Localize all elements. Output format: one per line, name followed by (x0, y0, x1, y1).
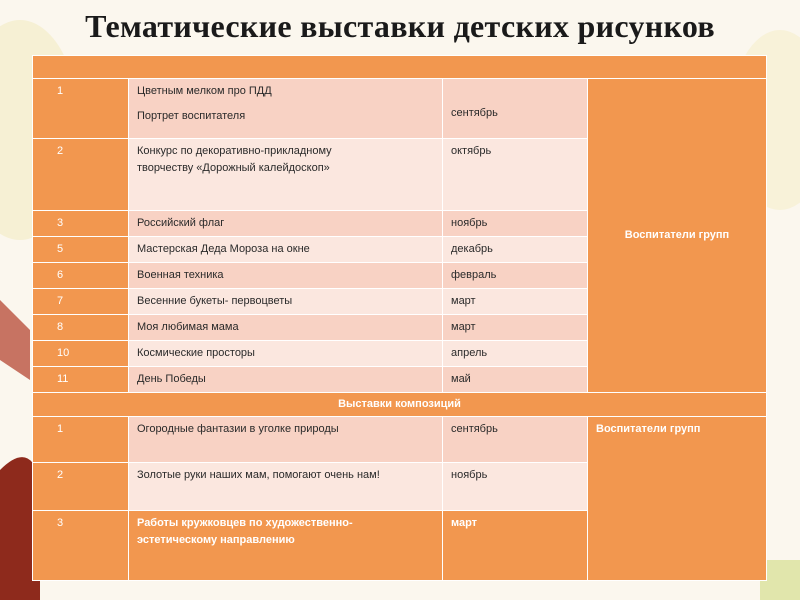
section-title: Выставки композиций (33, 393, 767, 417)
month-cell: октябрь (443, 139, 588, 211)
section-row (33, 393, 767, 417)
month-cell: декабрь (443, 237, 588, 263)
month-cell: март (443, 511, 588, 581)
event-cell: Золотые руки наших мам, помогают очень нам! (129, 463, 443, 511)
month-cell: февраль (443, 263, 588, 289)
responsible-cell: Воспитатели групп (588, 79, 767, 393)
page-title: Тематические выставки детских рисунков (85, 8, 715, 44)
month-cell: ноябрь (443, 211, 588, 237)
row-number: 1 (33, 417, 129, 463)
row-number: 10 (33, 341, 129, 367)
month-cell: сентябрь (443, 79, 588, 139)
event-cell: Мастерская Деда Мороза на окне (129, 237, 443, 263)
event-line: Портрет воспитателя (137, 110, 246, 122)
month-cell: март (443, 315, 588, 341)
event-cell (129, 79, 443, 139)
event-line: творчеству «Дорожный калейдоскоп» (137, 162, 330, 174)
month-cell: апрель (443, 341, 588, 367)
event-cell: Огородные фантазии в уголке природы (129, 417, 443, 463)
month-cell: сентябрь (443, 417, 588, 463)
table-row (33, 79, 767, 139)
month-cell: ноябрь (443, 463, 588, 511)
month-cell: март (443, 289, 588, 315)
exhibition-table (32, 55, 767, 581)
row-number: 5 (33, 237, 129, 263)
table-row (33, 417, 767, 463)
event-line: Конкурс по декоративно-прикладному (137, 145, 332, 157)
row-number: 2 (33, 139, 129, 211)
row-number: 3 (33, 511, 129, 581)
event-line: Работы кружковцев по художественно- (137, 517, 353, 529)
event-cell: Космические просторы (129, 341, 443, 367)
event-cell: Весенние букеты- первоцветы (129, 289, 443, 315)
table-header-row (33, 56, 767, 79)
event-cell: Моя любимая мама (129, 315, 443, 341)
event-cell: Российский флаг (129, 211, 443, 237)
row-number: 3 (33, 211, 129, 237)
row-number: 7 (33, 289, 129, 315)
row-number: 1 (33, 79, 129, 139)
row-number: 2 (33, 463, 129, 511)
event-cell: Военная техника (129, 263, 443, 289)
row-number: 8 (33, 315, 129, 341)
row-number: 11 (33, 367, 129, 393)
event-line: Цветным мелком про ПДД (137, 85, 272, 97)
responsible-cell: Воспитатели групп (588, 417, 767, 581)
event-cell: День Победы (129, 367, 443, 393)
month-cell: май (443, 367, 588, 393)
event-line: эстетическому направлению (137, 534, 295, 546)
row-number: 6 (33, 263, 129, 289)
event-cell (129, 511, 443, 581)
event-cell (129, 139, 443, 211)
header-band (33, 56, 767, 79)
